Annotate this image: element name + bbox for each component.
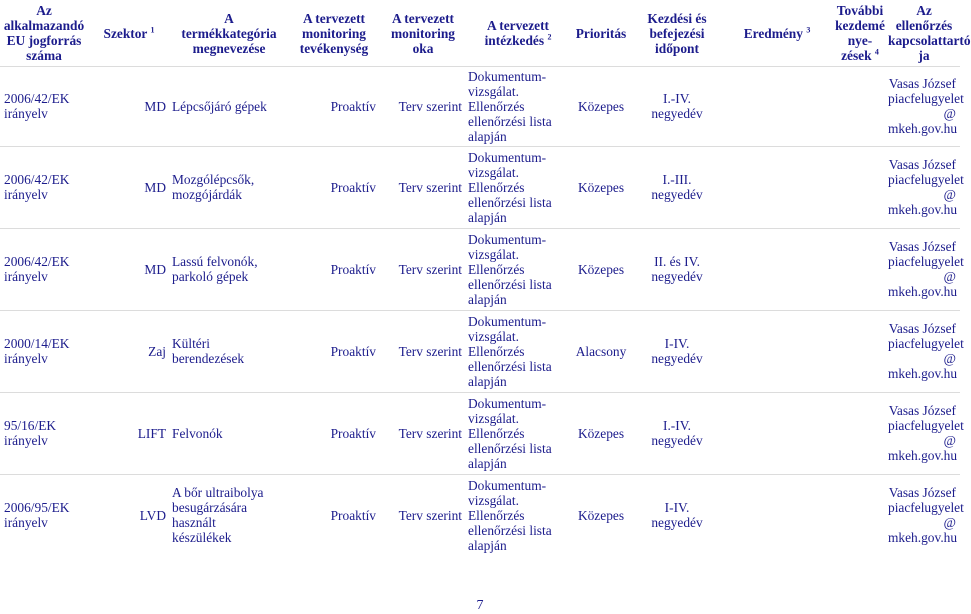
reason-cell: Terv szerint <box>398 343 462 359</box>
further-cell <box>832 310 888 392</box>
row-divider <box>0 146 960 147</box>
header-category: A termékkategória megnevezése <box>181 10 277 56</box>
reason-cell: Terv szerint <box>398 507 462 523</box>
header-activity: A tervezett monitoring tevékenység <box>299 10 369 56</box>
header-sector: Szektor $^1$ <box>103 25 155 41</box>
header-contact: Az ellenőrzés kapcsolattartó ja <box>888 3 971 63</box>
priority-cell: Alacsony <box>575 343 627 359</box>
header-priority: Prioritás <box>575 25 627 41</box>
result-cell <box>722 66 832 146</box>
header-measure: A tervezett intézkedés $^2$ <box>484 18 552 48</box>
directive-cell: 2006/42/EK irányelv <box>4 91 70 121</box>
measure-cell: Dokumentum- vizsgálat. Ellenőrzés ellenőrzési lista alapján <box>468 477 552 553</box>
result-cell <box>722 228 832 310</box>
header-directive: Az alkalmazandó EU jogforrás száma <box>3 3 85 63</box>
contact-cell: Vasas József piacfelugyelet @ mkeh.gov.hu <box>888 321 964 381</box>
period-cell: I.-IV. negyedév <box>651 91 703 121</box>
period-cell: I-IV. negyedév <box>651 336 703 366</box>
contact-cell: Vasas József piacfelugyelet @ mkeh.gov.hu <box>888 485 964 545</box>
category-cell: Lassú felvonók, parkoló gépek <box>172 254 258 284</box>
table-row <box>0 146 960 228</box>
table-row <box>0 228 960 310</box>
directive-cell: 2006/42/EK irányelv <box>4 172 70 202</box>
result-cell <box>722 474 832 556</box>
reason-cell: Terv szerint <box>398 179 462 195</box>
measure-cell: Dokumentum- vizsgálat. Ellenőrzés ellenőrzési lista alapján <box>468 68 552 144</box>
period-cell: I.-IV. negyedév <box>651 418 703 448</box>
period-cell: I.-III. negyedév <box>651 172 703 202</box>
result-cell <box>722 310 832 392</box>
header-reason: A tervezett monitoring oka <box>391 10 455 56</box>
measure-cell: Dokumentum- vizsgálat. Ellenőrzés ellenőrzési lista alapján <box>468 149 552 225</box>
activity-cell: Proaktív <box>330 98 376 114</box>
reason-cell: Terv szerint <box>398 261 462 277</box>
category-cell: Lépcsőjáró gépek <box>172 98 267 114</box>
further-cell <box>832 474 888 556</box>
category-cell: Kültéri berendezések <box>172 336 245 366</box>
priority-cell: Közepes <box>577 98 625 114</box>
priority-cell: Közepes <box>577 507 625 523</box>
contact-cell: Vasas József piacfelugyelet @ mkeh.gov.hu <box>888 403 964 463</box>
table-row <box>0 310 960 392</box>
priority-cell: Közepes <box>577 425 625 441</box>
further-cell <box>832 228 888 310</box>
result-cell <box>722 146 832 228</box>
period-cell: I-IV. negyedév <box>651 500 703 530</box>
directive-cell: 2000/14/EK irányelv <box>4 336 70 366</box>
activity-cell: Proaktív <box>330 425 376 441</box>
sector-cell: LVD <box>139 507 166 523</box>
header-period: Kezdési és befejezési időpont <box>647 10 707 56</box>
directive-cell: 2006/42/EK irányelv <box>4 254 70 284</box>
page-number: 7 <box>476 598 484 613</box>
header-result: Eredmény $^3$ <box>743 25 811 41</box>
activity-cell: Proaktív <box>330 261 376 277</box>
reason-cell: Terv szerint <box>398 98 462 114</box>
category-cell: A bőr ultraibolya besugárzására használt készülékek <box>172 485 264 545</box>
contact-cell: Vasas József piacfelugyelet @ mkeh.gov.hu <box>888 76 964 136</box>
measure-cell: Dokumentum- vizsgálat. Ellenőrzés ellenőrzési lista alapján <box>468 313 552 389</box>
reason-cell: Terv szerint <box>398 425 462 441</box>
row-divider <box>0 474 960 475</box>
sector-cell: MD <box>144 179 166 195</box>
row-divider <box>0 228 960 229</box>
activity-cell: Proaktív <box>330 179 376 195</box>
contact-cell: Vasas József piacfelugyelet @ mkeh.gov.hu <box>888 239 964 299</box>
category-cell: Mozgólépcsők, mozgójárdák <box>172 172 255 202</box>
further-cell <box>832 66 888 146</box>
activity-cell: Proaktív <box>330 507 376 523</box>
directive-cell: 2006/95/EK irányelv <box>4 500 70 530</box>
priority-cell: Közepes <box>577 261 625 277</box>
table-row <box>0 392 960 474</box>
further-cell <box>832 146 888 228</box>
sector-cell: Zaj <box>148 343 166 359</box>
row-divider <box>0 392 960 393</box>
measure-cell: Dokumentum- vizsgálat. Ellenőrzés ellenőrzési lista alapján <box>468 395 552 471</box>
period-cell: II. és IV. negyedév <box>651 254 703 284</box>
sector-cell: MD <box>144 98 166 114</box>
result-cell <box>722 392 832 474</box>
sector-cell: MD <box>144 261 166 277</box>
contact-cell: Vasas József piacfelugyelet @ mkeh.gov.hu <box>888 157 964 217</box>
activity-cell: Proaktív <box>330 343 376 359</box>
priority-cell: Közepes <box>577 179 625 195</box>
header-further: További kezdemé nye- zések $^4$ <box>835 3 885 63</box>
row-divider <box>0 310 960 311</box>
category-cell: Felvonók <box>172 425 223 441</box>
row-divider <box>0 66 960 67</box>
table-row <box>0 474 960 556</box>
table-header <box>0 0 971 66</box>
table-row <box>0 66 960 146</box>
further-cell <box>832 392 888 474</box>
sector-cell: LIFT <box>137 425 166 441</box>
measure-cell: Dokumentum- vizsgálat. Ellenőrzés ellenőrzési lista alapján <box>468 231 552 307</box>
directive-cell: 95/16/EK irányelv <box>4 418 57 448</box>
